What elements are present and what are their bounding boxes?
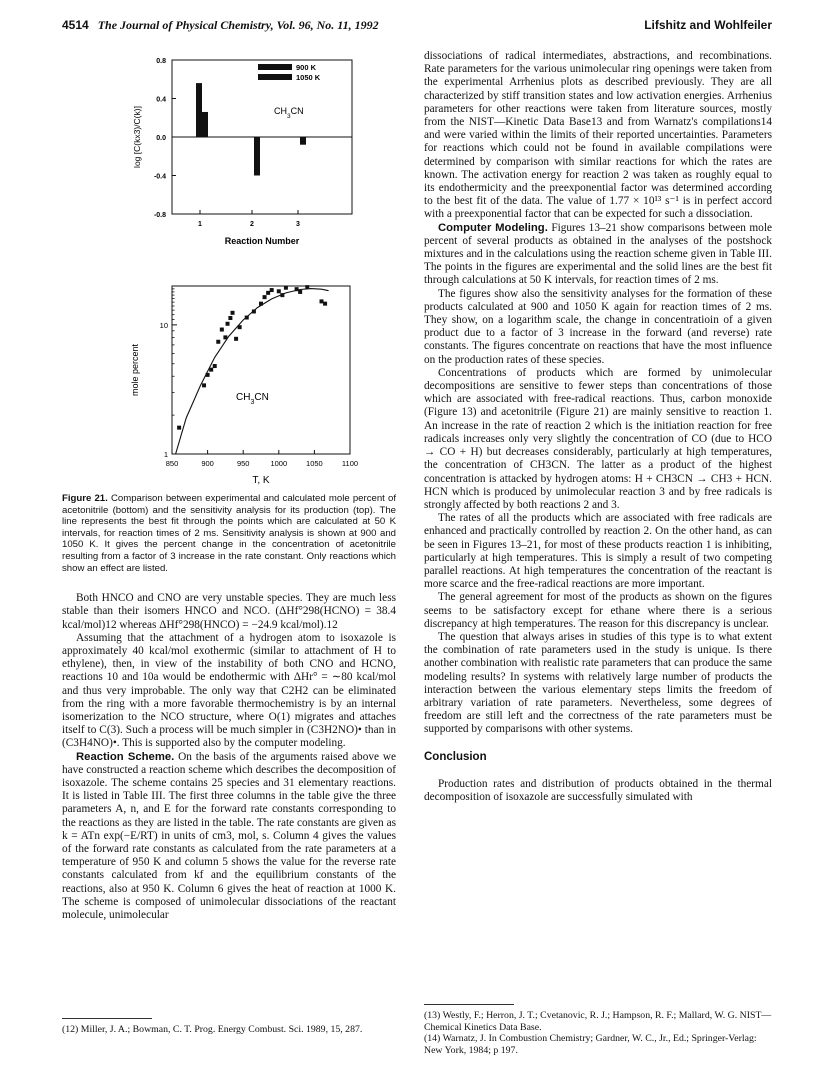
section-run-in-heading: Reaction Scheme. — [76, 750, 175, 763]
y-tick-label: -0.4 — [153, 173, 166, 181]
data-point — [295, 287, 299, 291]
data-point — [234, 337, 238, 341]
y-tick-label: 1 — [163, 450, 168, 459]
journal-citation: The Journal of Physical Chemistry, Vol. 96, No. 11, 1992 — [97, 18, 379, 32]
x-tick-label: 900 — [201, 459, 214, 468]
legend-swatch — [258, 74, 292, 80]
data-point — [231, 311, 235, 315]
footnote-12: (12) Miller, J. A.; Bowman, C. T. Prog. Energy Combust. Sci. 1989, 15, 287. — [62, 1024, 363, 1035]
running-header — [62, 18, 772, 36]
paragraph-text: On the basis of the arguments raised above we have constructed a reaction scheme which describes the decomposition of isoxazole. The scheme contains 25 species and 31 elementary reactions. It is listed in Table III. The first three columns in the table give the three parameters A, n, and E for the forward rate constants corresponding to the reactions as they are listed in the table. The rate constants are given as k = ATn exp(−E/RT) in units of cm3, mol, s. Column 4 gives the values of the forward rate constants as calculated from the rate parameters at a temperature of 950 K and column 5 shows the value for the reverse rate constants calculated from kf and the equilibrium constants of the reactions, also at 950 K. Column 6 gives the heat of reaction at 1000 K. The scheme is composed of unimolecular dissociations of the reactant molecule, unimolecular — [62, 750, 396, 922]
legend-label: 900 K — [296, 63, 317, 72]
y-tick-label: 0.0 — [156, 135, 166, 142]
paragraph: Assuming that the attachment of a hydrogen atom to isoxazole is approximately 40 kcal/mol exothermic (similar to attachment of H to ethylene), then, in view of the instability of both CNO and HCNO, reactions 10 and 10a would be endothermic with ΔHr° = ∼80 kcal/mol and thus very improbable. The only way that C2H2 can be eliminated from the ring with a more favorable thermochemistry is by an internal isomerization to the NCO structure, where O(1) migrates and attaches itself to C(3). Such a process will be much simpler in (C3H2NO)• than in (C3H4NO)•. This is supported also by the computer modeling. — [62, 631, 396, 750]
data-point — [277, 289, 281, 293]
caption-text: Comparison between experimental and calculated mole percent of acetonitrile (bottom) and the sensitivity analysis for its production (top). The line represents the best fit through the points which are calculated at 50 K intervals, for reaction times of 2 ms. Sensitivity analysis is shown at 900 and 1050 K. It gives the percent change in the concentration of acetonitrile resulting from a factor of 3 increase in the rate constant. Only reactions which show an effect are listed. — [62, 493, 396, 574]
data-point — [177, 426, 181, 430]
figure-caption — [62, 493, 396, 574]
data-point — [259, 302, 263, 306]
x-tick-label: 950 — [236, 459, 250, 468]
data-point — [298, 290, 302, 294]
data-point — [320, 299, 324, 303]
y-tick-label: -0.8 — [153, 212, 166, 219]
mole-percent-scatter-chart — [62, 280, 362, 490]
y-axis-label: log [C(kx3)/C(k)] — [132, 106, 142, 168]
legend-label: 1050 K — [296, 73, 321, 82]
paragraph: The rates of all the products which are associated with free radicals are enhanced and practically controlled by reaction 2. On the other hand, as can be seen in Figures 13–21, for most of these products reaction 1 is inhibiting, particularly at high temperatures. This is simply a result of two competing parallel reactions. At high temperatures the concentration of the reactant is more scarce and the free-radical reactions are more important. — [424, 512, 772, 591]
x-tick-label: 1050 — [306, 459, 323, 468]
x-axis-label: Reaction Number — [224, 236, 300, 246]
legend-swatch — [258, 64, 292, 70]
x-tick-label: 3 — [296, 221, 300, 228]
x-tick-label: 2 — [250, 221, 254, 228]
bar-1050k — [202, 112, 208, 137]
data-point — [266, 291, 270, 295]
footnote-rule — [62, 1018, 152, 1019]
data-point — [252, 309, 256, 313]
data-point — [228, 316, 232, 320]
paragraph: Concentrations of products which are formed by unimolecular decompositions are sensitive to fewer steps than concentrations of those which are associated with free-radical reactions. Thus, carbon monoxide (Figure 13) and acetonitrile (Figure 21) are mainly sensitive to reaction 1. An increase in the rate of reaction 2 which is the initiation reaction for free radicals increases only very slightly the concentration of CO (due to HCO → CO + H) but decreases considerably, particularly at high temperatures, the concentration of CH3CN. The latter as a product of the highest concentration is attacked by hydrogen atoms: H + CH3CN → CH3 + HCN. HCN which is produced by unimolecular reaction 3 and by free radicals is strongly affected by both reactions 2 and 3. — [424, 366, 772, 511]
chart-annotation: $CH_3CN$ — [274, 106, 304, 120]
data-point — [202, 383, 206, 387]
footnotes-right — [424, 1010, 772, 1056]
left-column — [62, 493, 396, 922]
paragraph: dissociations of radical intermediates, abstractions, and recombinations. Rate parameters for the various unimolecular ring openings were taken from the experimental Arrhenius plots as described previously. They are all characterized by stiff transition states and low activation energies. Arrhenius parameters for other reactions were taken from literature sources, mostly from the NIST—Kinetic Data Base13 and from Warnatz's compilations14 and were varied within the limits of their reported uncertainties. Parameters for reactions which could not be found in available compilations were determined by comparison with similar reactions for which the rates are known. The activation energy for reaction 2 was taken as roughly equal to its endothermicity and the preexponential factor was determined according to the best fit of the data. The value of 1.77 × 10¹³ s⁻¹ is in perfect accord with a preexponential factor that can be expected for such a dissociation. — [424, 50, 772, 221]
y-tick-label: 0.8 — [156, 58, 166, 65]
footnote-rule — [424, 1004, 514, 1005]
data-point — [280, 293, 284, 297]
data-point — [213, 364, 217, 368]
data-point — [245, 316, 249, 320]
page-number: 4514 — [62, 18, 89, 32]
y-axis-label: mole percent — [130, 343, 140, 397]
data-point — [206, 373, 210, 377]
data-point — [270, 288, 274, 292]
footnote-13: (13) Westly, F.; Herron, J. T.; Cvetanovic, R. J.; Hampson, R. F.; Mallard, W. G. NIST—Chemical Kinetics Data Base. — [424, 1010, 772, 1033]
chart-annotation: $CH_3CN$ — [236, 392, 269, 406]
right-column — [424, 50, 772, 804]
section-run-in-heading: Computer Modeling. — [438, 221, 548, 234]
paragraph: Both HNCO and CNO are very unstable species. They are much less stable than their isomers HNCO and NCO. (ΔHf°298(HCNO) = 38.4 kcal/mol)12 whereas ΔHf°298(HNCO) = −24.9 kcal/mol).12 — [62, 592, 396, 631]
running-authors: Lifshitz and Wohlfeiler — [644, 18, 772, 32]
data-point — [263, 295, 267, 299]
paragraph-text: Figures 13–21 show comparisons between mole percent of several products as obtained in the analyses of the postshock mixtures and in the calculations using the reaction scheme given in Table III. The points in the figures are experimental and the solid lines are the best fit through calculations at 50 K intervals, for reaction times of 2 ms. — [424, 221, 772, 287]
data-point — [216, 340, 220, 344]
x-tick-label: 850 — [165, 459, 179, 468]
paragraph: The general agreement for most of the products as shown on the figures seems to be satisfactory except for ethane where there is a serious discrepancy at high temperatures. The reason for this discrepancy is unclear. — [424, 591, 772, 630]
figure-label: Figure 21. — [62, 493, 108, 504]
data-point — [209, 368, 213, 372]
sensitivity-bar-chart — [62, 50, 362, 272]
bar-1050k — [300, 137, 306, 145]
footnote-14: (14) Warnatz, J. In Combustion Chemistry; Gardner, W. C., Jr., Ed.; Springer-Verlag: New York, 1984; p 197. — [424, 1033, 757, 1056]
x-tick-label: 1 — [198, 221, 202, 228]
y-tick-label: 0.4 — [156, 96, 166, 104]
y-tick-label: 10 — [159, 320, 168, 330]
paragraph: The figures show also the sensitivity analyses for the formation of these products calculated at 900 and 1050 K again for reaction times of 2 ms. They show, on a logarithm scale, the change in concentratioin of a given product due to a factor of 3 increase in the forward (and reverse) rate constants. The figures concentrate on reactions that have the most influence on the production rates of these species. — [424, 287, 772, 366]
data-point — [238, 325, 242, 329]
data-point — [220, 328, 224, 332]
data-point — [223, 335, 227, 339]
bar-900k — [196, 83, 202, 137]
paragraph: The question that always arises in studies of this type is to what extent the combination of rate parameters used in the study is unique. Is there another combination with realistic rate parameters that can produce the same modeling results? In systems with relatively large number of products the interaction between the various elementary steps limits the freedom of arbitrary variation of rate parameters. Nevertheless, some degrees of freedom are still left and the correctness of the rate parameters must be supported by comparisons with other systems. — [424, 630, 772, 736]
x-tick-label: 1100 — [341, 459, 359, 468]
bar-1050k — [254, 137, 260, 176]
conclusion-heading: Conclusion — [424, 750, 487, 763]
data-point — [226, 322, 230, 326]
paragraph — [62, 751, 396, 923]
data-point — [323, 302, 327, 306]
x-axis-label: T, K — [252, 475, 270, 486]
plot-frame — [172, 286, 350, 454]
data-point — [305, 285, 309, 289]
paragraph: Production rates and distribution of products obtained in the thermal decomposition of isoxazole are successfully simulated with — [424, 777, 772, 803]
x-tick-label: 1000 — [270, 459, 288, 468]
paragraph — [424, 222, 772, 288]
data-point — [284, 286, 288, 290]
